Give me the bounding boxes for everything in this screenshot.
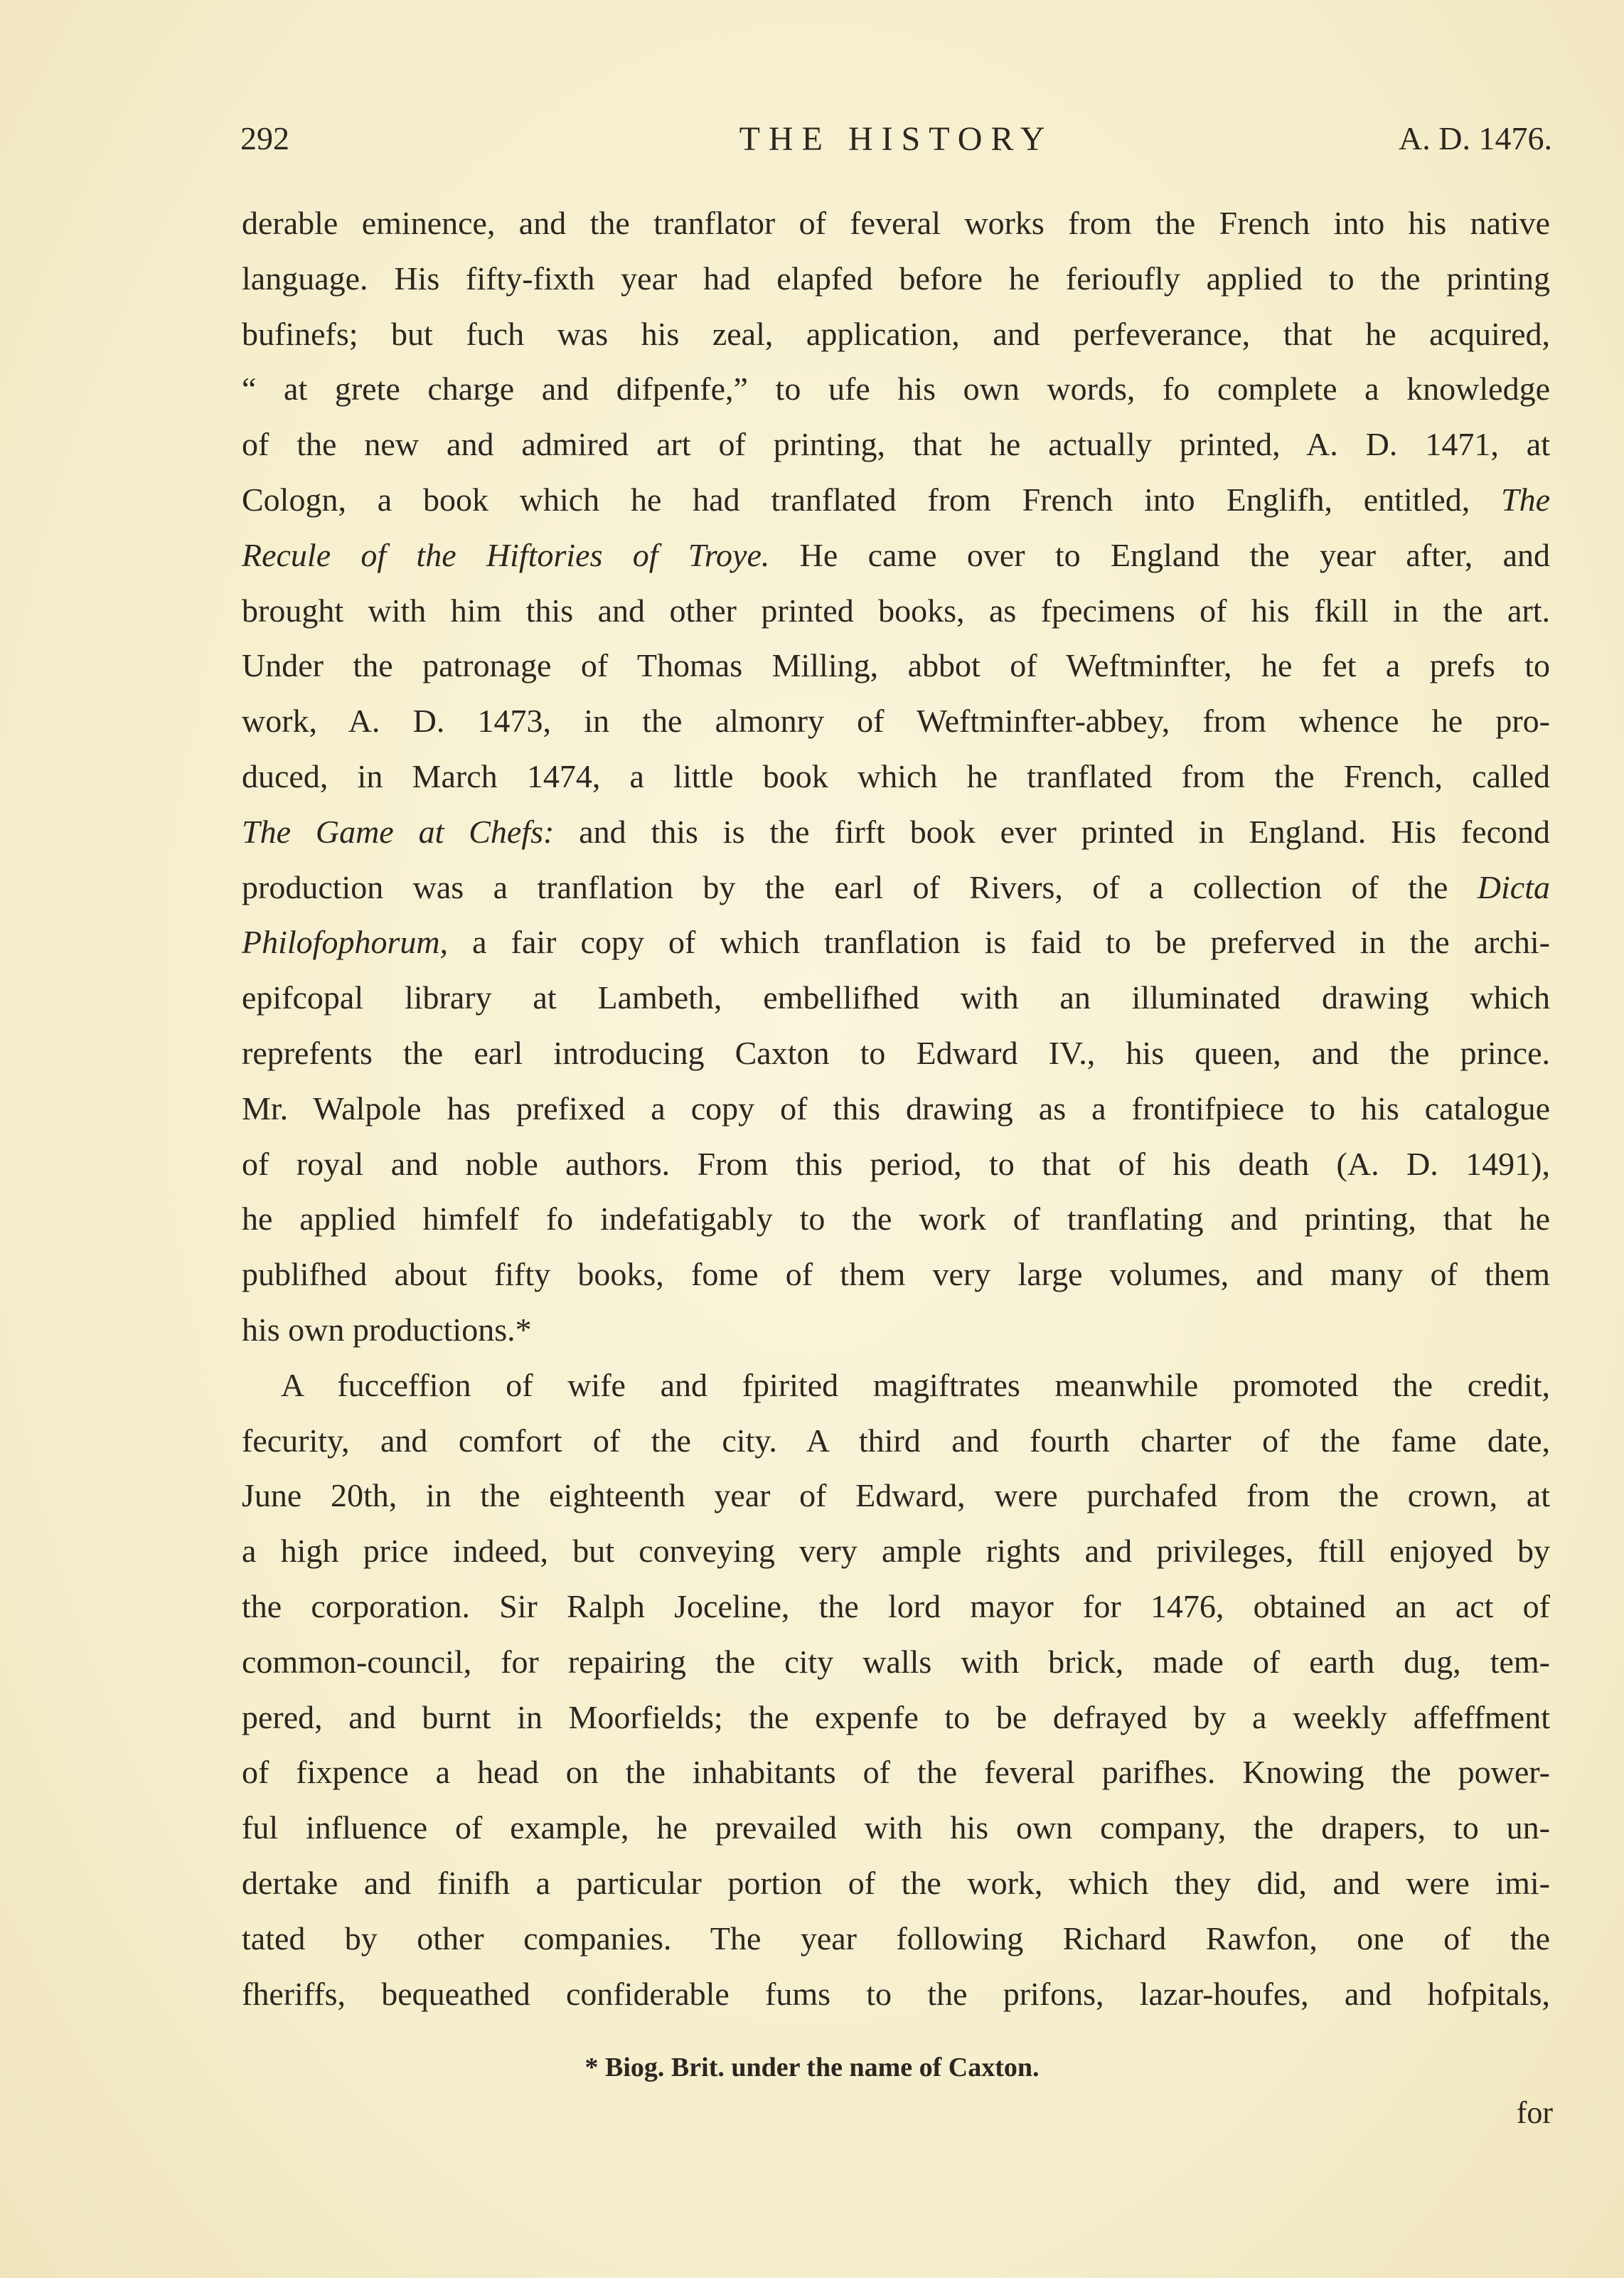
text-line: [242, 1745, 1550, 1800]
text-line: [242, 1911, 1550, 1966]
text-line: [242, 1966, 1550, 2022]
text-line: [242, 1413, 1550, 1469]
text-segment: common-council, for repairing the city walls with brick, made of earth dug, tem-: [242, 1643, 1550, 1680]
text-segment: work, A. D. 1473, in the almonry of Weftminfter-abbey, from whence he pro-: [242, 703, 1550, 740]
text-segment: bufinefs; but fuch was his zeal, application, and perfeverance, that he acquired,: [242, 315, 1550, 352]
text-line: [242, 749, 1550, 804]
running-title: THE HISTORY: [739, 120, 1054, 158]
text-segment: Under the patronage of Thomas Milling, abbot of Weftminfter, he fet a prefs to: [242, 647, 1550, 684]
italic-title: The: [1501, 481, 1550, 518]
text-segment: ful influence of example, he prevailed with his own company, the drapers, to un-: [242, 1809, 1550, 1846]
text-segment: and this is the firft book ever printed in England. His fecond: [554, 813, 1550, 850]
text-segment: Cologn, a book which he had tranflated from French into Englifh, entitled,: [242, 481, 1501, 518]
text-segment: pered, and burnt in Moorfields; the expenfe to be defrayed by a weekly affeffment: [242, 1698, 1550, 1735]
text-line: [242, 417, 1550, 472]
text-line: [242, 583, 1550, 639]
text-line: [242, 1137, 1550, 1192]
text-segment: publifhed about fifty books, fome of them very large volumes, and many of them: [242, 1256, 1550, 1293]
text-line: [242, 804, 1550, 860]
text-line: [242, 1026, 1550, 1081]
text-segment: reprefents the earl introducing Caxton to Edward IV., his queen, and the prince.: [242, 1034, 1550, 1071]
text-segment: he applied himfelf fo indefatigably to the work of tranflating and printing, that he: [242, 1201, 1550, 1238]
footnote: * Biog. Brit. under the name of Caxton.: [584, 2053, 1040, 2082]
text-segment: of royal and noble authors. From this period, to that of his death (A. D. 1491),: [242, 1145, 1550, 1182]
text-line: [242, 970, 1550, 1026]
text-segment: A fucceffion of wife and fpirited magiftrates meanwhile promoted the credit,: [281, 1366, 1550, 1403]
body-text: [242, 196, 1550, 2021]
text-line: [242, 1523, 1550, 1579]
text-line: [242, 251, 1550, 307]
text-line: [242, 915, 1550, 970]
text-segment: dertake and finifh a particular portion of the work, which they did, and were imi-: [242, 1864, 1550, 1901]
page-number: 292: [240, 120, 289, 156]
text-line: [242, 196, 1550, 251]
text-segment: epifcopal library at Lambeth, embellifhed with an illuminated drawing which: [242, 979, 1550, 1016]
text-segment: of the new and admired art of printing, that he actually printed, A. D. 1471, at: [242, 426, 1550, 463]
text-line: [242, 528, 1550, 583]
text-segment: brought with him this and other printed books, as fpecimens of his fkill in the art.: [242, 592, 1550, 629]
text-segment: Mr. Walpole has prefixed a copy of this drawing as a frontifpiece to his catalogue: [242, 1090, 1550, 1127]
italic-title: Philofophorum,: [242, 924, 449, 961]
italic-title: Dicta: [1477, 868, 1550, 905]
text-segment: a high price indeed, but conveying very ample rights and privileges, ftill enjoyed by: [242, 1533, 1550, 1570]
text-line: [242, 1302, 1550, 1358]
text-line: [242, 638, 1550, 693]
text-line: [242, 1690, 1550, 1745]
text-segment: production was a tranflation by the earl of Rivers, of a collection of the: [242, 868, 1478, 905]
text-line: [242, 361, 1550, 417]
text-segment: the corporation. Sir Ralph Joceline, the lord mayor for 1476, obtained an act of: [242, 1587, 1550, 1624]
text-line: [242, 307, 1550, 362]
text-line: [242, 693, 1550, 749]
text-segment: duced, in March 1474, a little book which he tranflated from the French, called: [242, 757, 1550, 794]
text-segment: his own productions.*: [242, 1311, 532, 1348]
text-segment: fheriffs, bequeathed confiderable fums to the prifons, lazar-houfes, and hofpitals,: [242, 1975, 1550, 2012]
text-segment: a fair copy of which tranflation is faid to be preferved in the archi-: [448, 924, 1550, 961]
text-line: [242, 1247, 1550, 1302]
italic-title: The Game at Chefs:: [242, 813, 555, 850]
text-line: [242, 1468, 1550, 1523]
text-segment: “ at grete charge and difpenfe,” to ufe his own words, fo complete a knowledge: [242, 371, 1550, 408]
header-year: A. D. 1476.: [1399, 120, 1552, 156]
text-segment: language. His fifty-fixth year had elapfed before he ferioufly applied to the printing: [242, 260, 1550, 297]
text-segment: fecurity, and comfort of the city. A third and fourth charter of the fame date,: [242, 1422, 1550, 1459]
text-segment: June 20th, in the eighteenth year of Edward, were purchafed from the crown, at: [242, 1477, 1550, 1514]
text-segment: derable eminence, and the tranflator of feveral works from the French into his native: [242, 205, 1550, 241]
text-line: [242, 1191, 1550, 1247]
italic-title: Recule of the Hiftories of Troye.: [242, 536, 770, 573]
text-line: [242, 1358, 1550, 1413]
running-header: [240, 119, 1552, 162]
text-segment: of fixpence a head on the inhabitants of the feveral parifhes. Knowing the power-: [242, 1754, 1550, 1791]
text-segment: tated by other companies. The year following Richard Rawfon, one of the: [242, 1920, 1550, 1957]
catchword: for: [1516, 2095, 1553, 2130]
text-line: [242, 1579, 1550, 1634]
text-line: [242, 472, 1550, 528]
text-line: [242, 1081, 1550, 1137]
text-line: [242, 1800, 1550, 1856]
text-line: [242, 1634, 1550, 1690]
text-line: [242, 860, 1550, 915]
text-segment: He came over to England the year after, and: [769, 536, 1550, 573]
text-line: [242, 1856, 1550, 1911]
